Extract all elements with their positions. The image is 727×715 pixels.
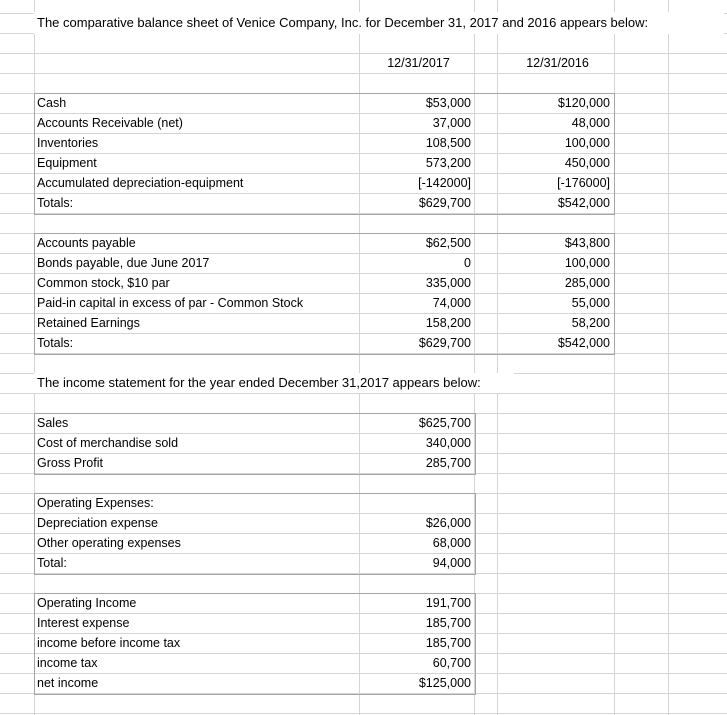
assets-value-2016: 450,000: [564, 156, 610, 170]
opex-value: 68,000: [432, 536, 471, 550]
liabilities-value-2016: 55,000: [571, 296, 610, 310]
liabilities-value-2016: 285,000: [564, 276, 610, 290]
liabilities-value-2016: $43,800: [564, 236, 610, 250]
liabilities-value-2017: 158,200: [425, 316, 471, 330]
bottom-value: 60,700: [432, 656, 471, 670]
bottom-value: 191,700: [425, 596, 471, 610]
liabilities-row-label: Bonds payable, due June 2017: [37, 256, 210, 270]
assets-value-2016: $542,000: [557, 196, 610, 210]
grid-row-line: [0, 713, 727, 714]
assets-row-label: Inventories: [37, 136, 99, 150]
bottom-value: 185,700: [425, 616, 471, 630]
opex-value: $26,000: [425, 516, 471, 530]
liabilities-value-2017: $62,500: [425, 236, 471, 250]
liabilities-value-2016: 100,000: [564, 256, 610, 270]
bottom-row-label: Interest expense: [37, 616, 130, 630]
header-2016: 12/31/2016: [526, 56, 589, 70]
assets-value-2017: $53,000: [425, 96, 471, 110]
bottom-value: 185,700: [425, 636, 471, 650]
liabilities-value-2017: 74,000: [432, 296, 471, 310]
income-value: 340,000: [425, 436, 471, 450]
assets-value-2016: [-176000]: [557, 176, 610, 190]
assets-value-2016: $120,000: [557, 96, 610, 110]
grid-row-line: [0, 73, 727, 74]
income-row-label: Gross Profit: [37, 456, 103, 470]
assets-row-label: Accounts Receivable (net): [37, 116, 183, 130]
opex-row-label: Depreciation expense: [37, 516, 158, 530]
header-2017: 12/31/2017: [387, 56, 450, 70]
opex-value: [361, 493, 471, 513]
bottom-row-label: net income: [37, 676, 99, 690]
income-value: 285,700: [425, 456, 471, 470]
liabilities-row-label: Accounts payable: [37, 236, 136, 250]
grid-row-line: [0, 393, 727, 394]
liabilities-value-2016: 58,200: [571, 316, 610, 330]
assets-value-2017: 108,500: [425, 136, 471, 150]
liabilities-row-label: Paid-in capital in excess of par - Common Stock: [37, 296, 304, 310]
income-statement-title: The income statement for the year ended December 31,2017 appears below:: [37, 375, 481, 390]
assets-value-2017: [-142000]: [418, 176, 471, 190]
liabilities-row-label: Retained Earnings: [37, 316, 140, 330]
bottom-row-label: income before income tax: [37, 636, 181, 650]
income-row-label: Cost of merchandise sold: [37, 436, 179, 450]
liabilities-value-2016: $542,000: [557, 336, 610, 350]
income-row-label: Sales: [37, 416, 69, 430]
opex-value: 94,000: [432, 556, 471, 570]
opex-row-label: Total:: [37, 556, 67, 570]
liabilities-row-label: Totals:: [37, 336, 74, 350]
assets-value-2017: $629,700: [418, 196, 471, 210]
assets-row-label: Accumulated depreciation-equipment: [37, 176, 244, 190]
assets-row-label: Totals:: [37, 196, 74, 210]
bottom-row-label: Operating Income: [37, 596, 137, 610]
bottom-row-label: income tax: [37, 656, 98, 670]
opex-row-label: Operating Expenses:: [37, 496, 154, 510]
assets-row-label: Cash: [37, 96, 67, 110]
assets-value-2017: 37,000: [432, 116, 471, 130]
assets-value-2016: 48,000: [571, 116, 610, 130]
liabilities-value-2017: 335,000: [425, 276, 471, 290]
assets-row-label: Equipment: [37, 156, 97, 170]
liabilities-value-2017: 0: [464, 256, 471, 270]
liabilities-row-label: Common stock, $10 par: [37, 276, 170, 290]
income-value: $625,700: [418, 416, 471, 430]
liabilities-value-2017: $629,700: [418, 336, 471, 350]
page-title: The comparative balance sheet of Venice Company, Inc. for December 31, 2017 and 2016 appears below:: [37, 15, 649, 30]
grid-col-line: [668, 0, 669, 715]
bottom-value: $125,000: [418, 676, 471, 690]
assets-value-2017: 573,200: [425, 156, 471, 170]
assets-value-2016: 100,000: [564, 136, 610, 150]
opex-row-label: Other operating expenses: [37, 536, 181, 550]
